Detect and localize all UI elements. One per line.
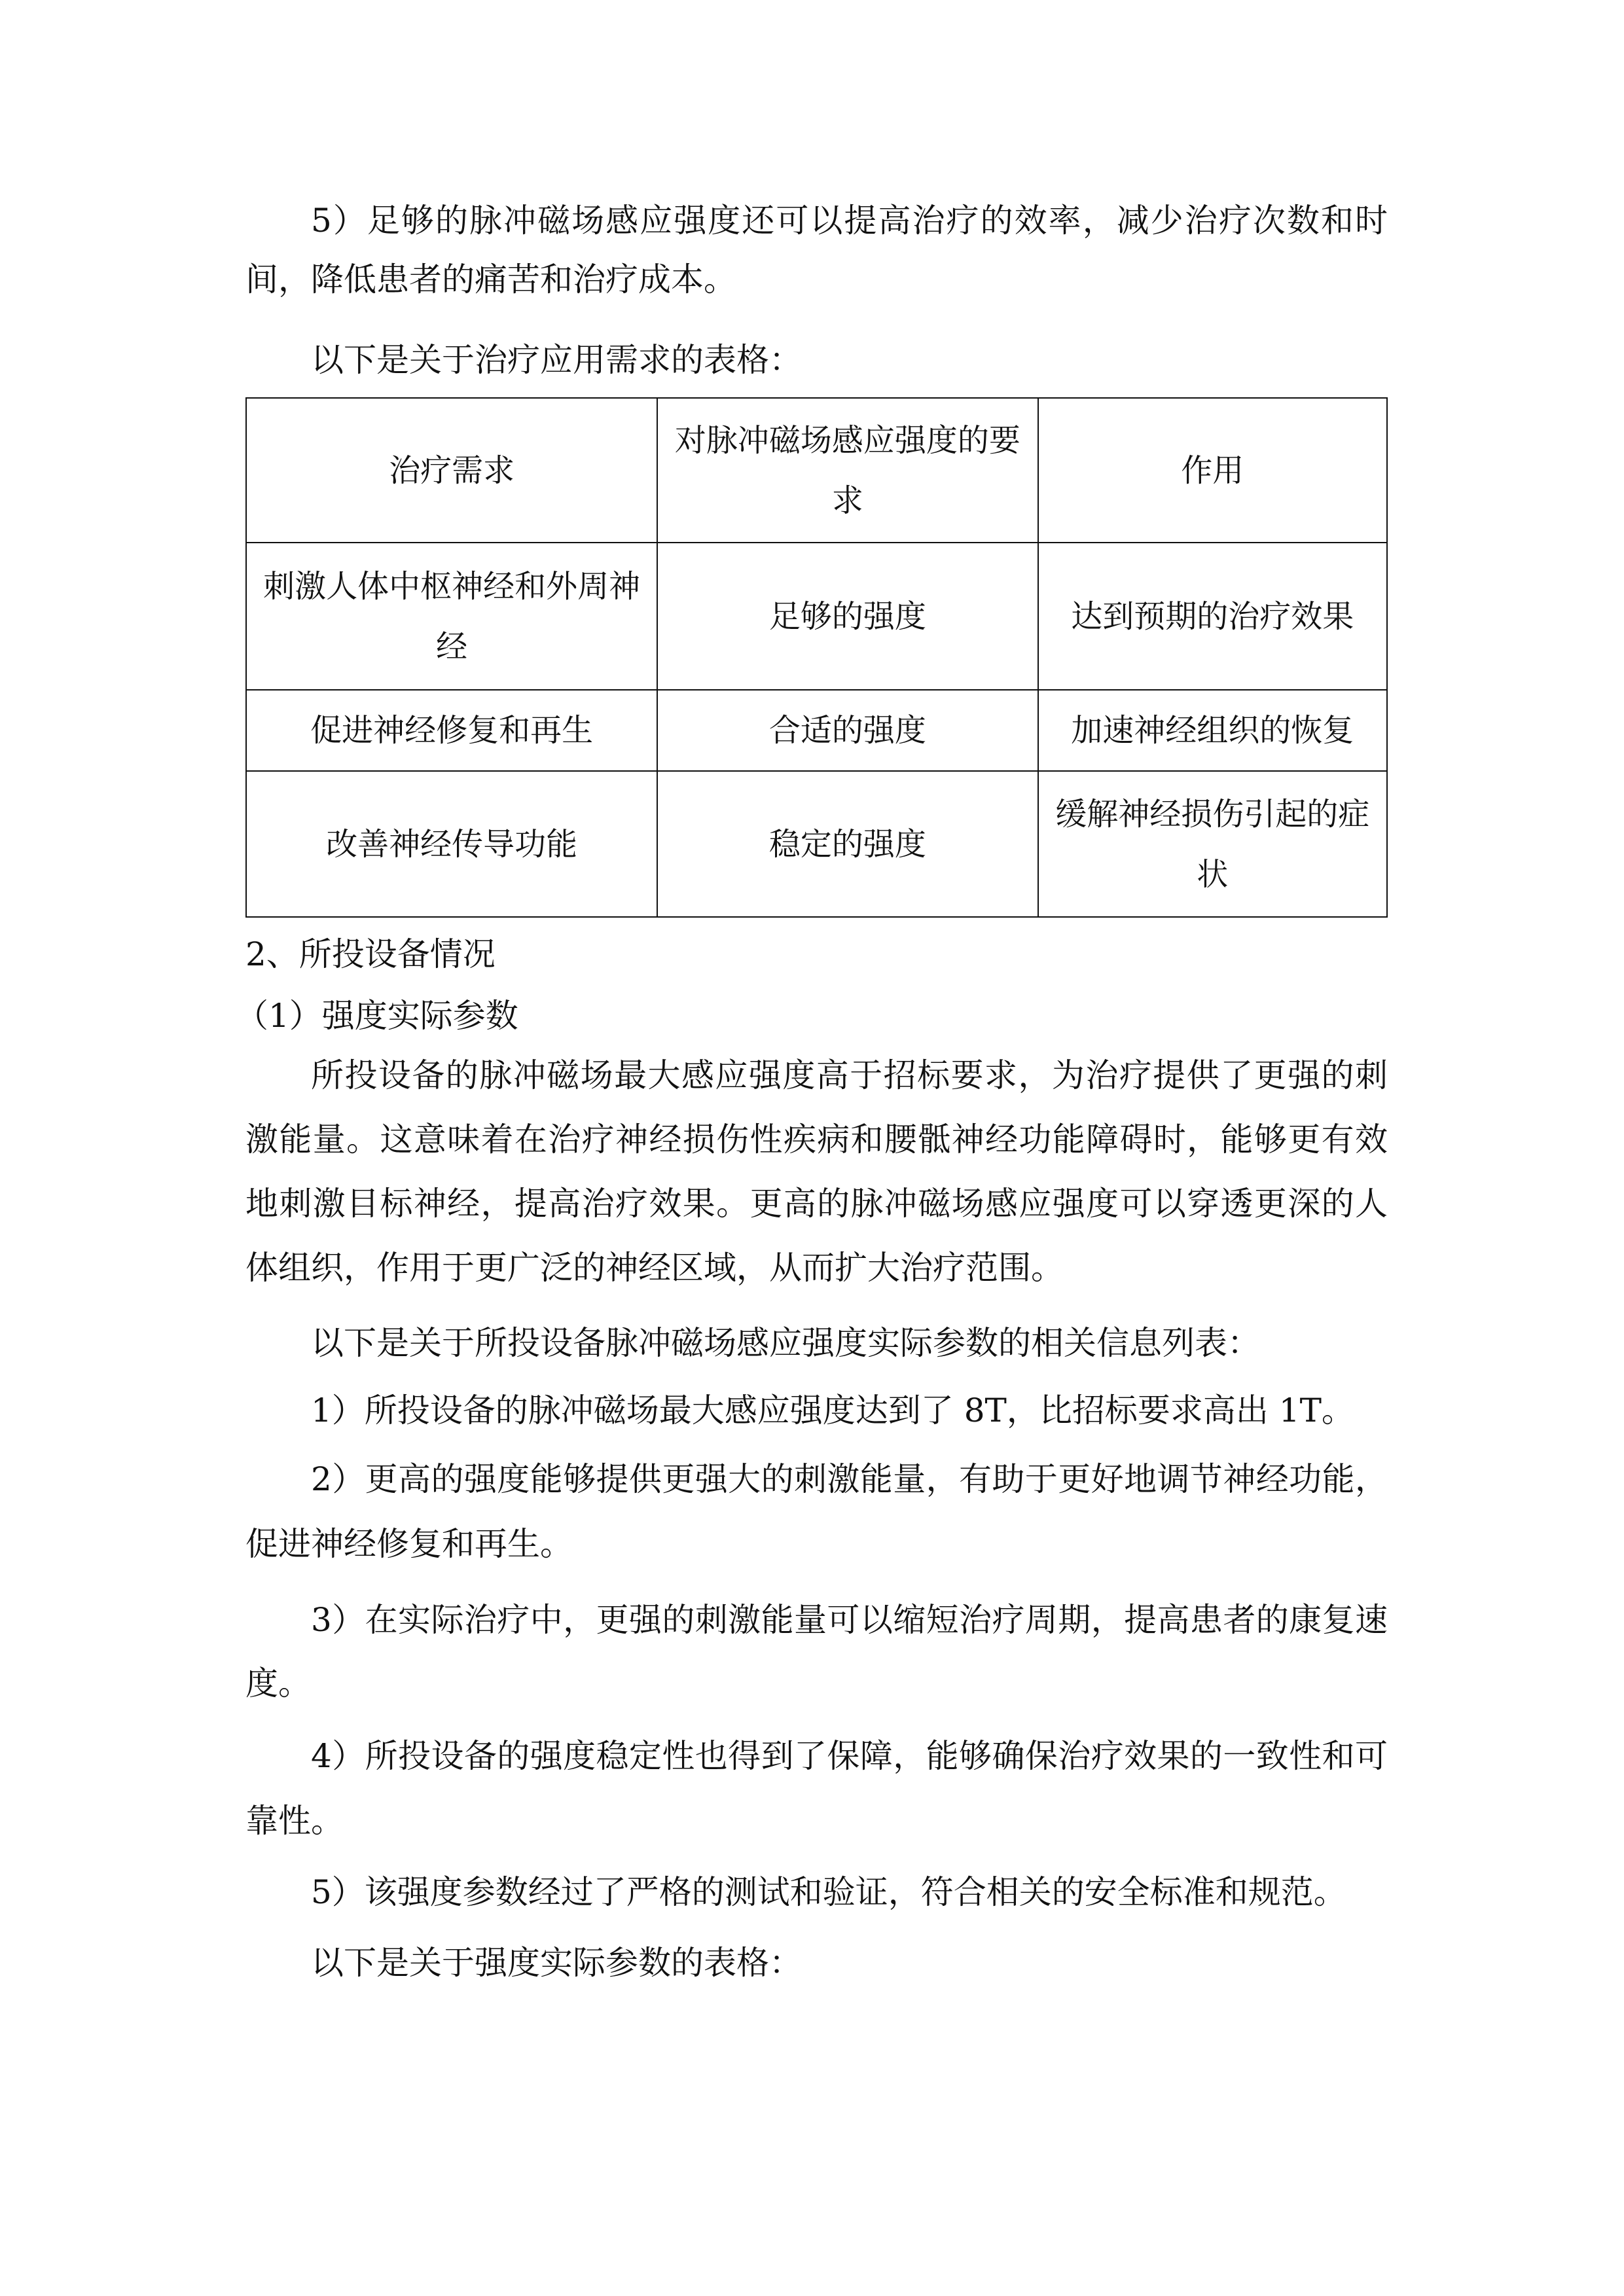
section-heading: 2、所投设备情况 xyxy=(245,935,496,973)
list-item: 3）在实际治疗中，更强的刺激能量可以缩短治疗周期，提高患者的康复速度。 xyxy=(245,1601,1388,1702)
table-cell: 缓解神经损伤引起的症状 xyxy=(1038,771,1387,917)
table-cell: 合适的强度 xyxy=(657,690,1038,771)
table-row xyxy=(246,543,1387,690)
paragraph: 以下是关于治疗应用需求的表格： xyxy=(311,341,802,379)
table-cell: 足够的强度 xyxy=(657,543,1038,690)
list-item: 4）所投设备的强度稳定性也得到了保障，能够确保治疗效果的一致性和可靠性。 xyxy=(245,1737,1388,1840)
table-cell: 促进神经修复和再生 xyxy=(246,690,657,771)
table-cell: 改善神经传导功能 xyxy=(246,771,657,917)
paragraph: 5）足够的脉冲磁场感应强度还可以提高治疗的效率，减少治疗次数和时间，降低患者的痛苦和治疗成本。 xyxy=(245,202,1388,298)
subsection-heading: （1）强度实际参数 xyxy=(236,997,518,1035)
table-cell: 加速神经组织的恢复 xyxy=(1038,690,1387,771)
paragraph: 以下是关于强度实际参数的表格： xyxy=(311,1944,802,1982)
table-cell: 达到预期的治疗效果 xyxy=(1038,543,1387,690)
list-item: 2）更高的强度能够提供更强大的刺激能量，有助于更好地调节神经功能，促进神经修复和再生。 xyxy=(245,1460,1388,1563)
treatment-requirements-table xyxy=(245,397,1388,918)
table-header-cell: 作用 xyxy=(1038,398,1387,543)
table-row xyxy=(246,690,1387,771)
table-header-row xyxy=(246,398,1387,543)
list-item: 1）所投设备的脉冲磁场最大感应强度达到了 8T，比招标要求高出 1T。 xyxy=(311,1391,1354,1429)
table-header-cell: 对脉冲磁场感应强度的要求 xyxy=(657,398,1038,543)
paragraph: 所投设备的脉冲磁场最大感应强度高于招标要求，为治疗提供了更强的刺激能量。这意味着在治疗神经损伤性疾病和腰骶神经功能障碍时，能够更有效地刺激目标神经，提高治疗效果。更高的脉冲磁场感应强度可以穿透更深的人体组织，作用于更广泛的神经区域，从而扩大治疗范围。 xyxy=(245,1056,1388,1287)
table-header-cell: 治疗需求 xyxy=(246,398,657,543)
table-cell: 稳定的强度 xyxy=(657,771,1038,917)
table-cell: 刺激人体中枢神经和外周神经 xyxy=(246,543,657,690)
paragraph: 以下是关于所投设备脉冲磁场感应强度实际参数的相关信息列表： xyxy=(311,1324,1260,1362)
list-item: 5）该强度参数经过了严格的测试和验证，符合相关的安全标准和规范。 xyxy=(311,1873,1346,1911)
table-row xyxy=(246,771,1387,917)
